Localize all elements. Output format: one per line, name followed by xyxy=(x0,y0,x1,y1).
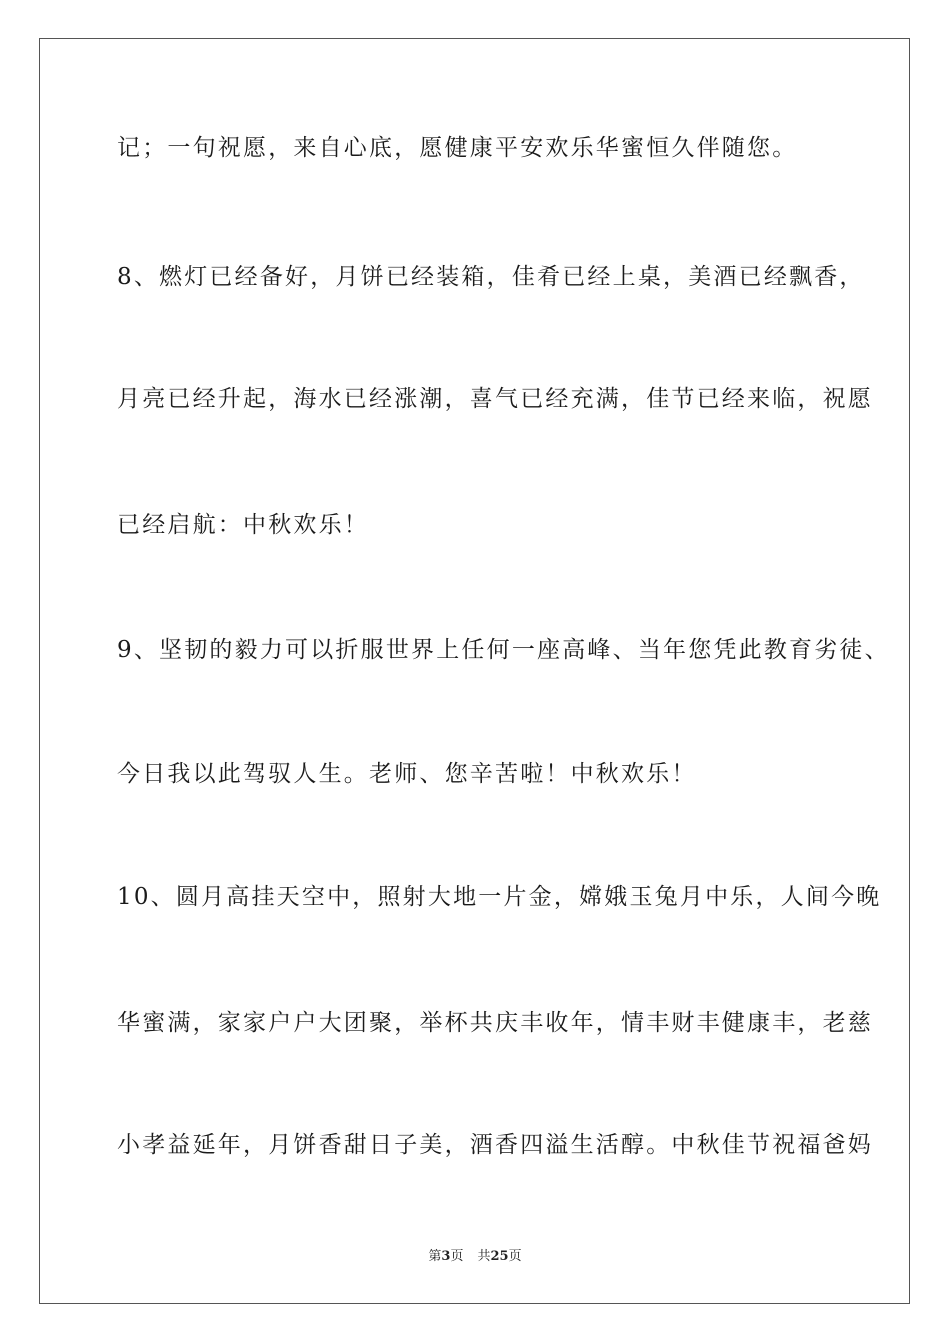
page-suffix: 页 xyxy=(450,1249,464,1264)
page-prefix: 第 xyxy=(428,1249,442,1264)
body-text-line: 月亮已经升起，海水已经涨潮，喜气已经充满，佳节已经来临，祝愿 xyxy=(117,386,873,412)
page-frame xyxy=(39,38,910,1304)
body-text-line: 今日我以此驾驭人生。老师、您辛苦啦！中秋欢乐！ xyxy=(117,761,697,787)
body-text-line: 10、圆月高挂天空中，照射大地一片金，嫦娥玉兔月中乐，人间今晚 xyxy=(117,884,882,910)
body-text-line: 记；一句祝愿，来自心底，愿健康平安欢乐华蜜恒久伴随您。 xyxy=(117,135,798,161)
body-text-line: 已经启航：中秋欢乐！ xyxy=(117,512,369,538)
total-prefix: 共 xyxy=(477,1249,491,1264)
body-text-line: 小孝益延年，月饼香甜日子美，酒香四溢生活醇。中秋佳节祝福爸妈 xyxy=(117,1132,873,1158)
page-footer xyxy=(0,1250,950,1263)
body-text-line: 9、坚韧的毅力可以折服世界上任何一座高峰、当年您凭此教育劣徒、 xyxy=(117,637,890,663)
body-text-line: 8、燃灯已经备好，月饼已经装箱，佳肴已经上桌，美酒已经飘香， xyxy=(117,264,865,290)
current-page-number: 3 xyxy=(441,1249,451,1264)
body-text-line: 华蜜满，家家户户大团聚，举杯共庆丰收年，情丰财丰健康丰，老慈 xyxy=(117,1010,873,1036)
total-suffix: 页 xyxy=(508,1249,522,1264)
total-pages-number: 25 xyxy=(490,1249,509,1264)
